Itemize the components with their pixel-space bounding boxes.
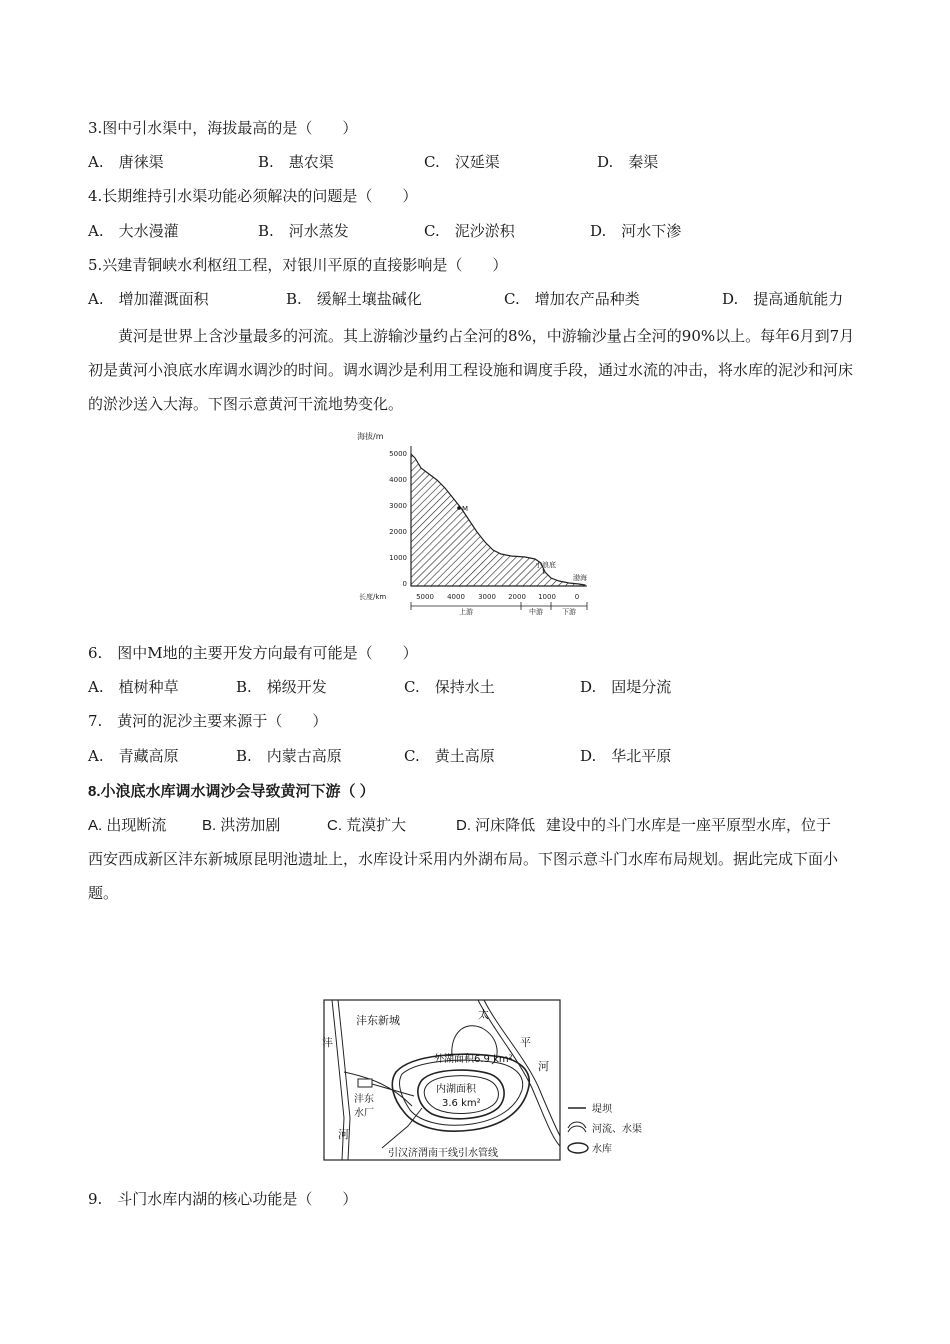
q4-option-d: D. 河水下渗 [590,222,682,240]
water-plant-building [358,1079,372,1087]
profile-y-axis-title: 海拔/m [357,432,384,441]
q5-option-d: D. 提高通航能力 [722,290,844,308]
q5-option-a: A. 增加灌溉面积 [88,290,209,308]
profile-section-upper: 上游 [459,608,473,616]
profile-dam-label: 小浪底 [535,561,556,569]
profile-x-tick-4000: 4000 [447,593,465,601]
map-label-inner-lake-1: 内湖面积 [436,1084,476,1095]
profile-point-m [457,506,461,510]
legend-river-label: 河流、水渠 [592,1124,642,1135]
passage-yellow-river-text: 黄河是世界上含沙量最多的河流。其上游输沙量约占全河的8%，中游输沙量占全河的90%以上。每年6月到7月初是黄河小浪底水库调水调沙的时间。调水调沙是利用工程设施和调度手段，通过水流的冲击，将水库的泥沙和河床的淤沙送入大海。下图示意黄河干流地势变化。 [88,327,855,413]
profile-x-axis-title: 长度/km [359,593,387,601]
q9-stem: 9. 斗门水库内湖的核心功能是（ ） [88,1190,358,1208]
legend-river-icon-1 [568,1126,586,1132]
profile-sea-label: 渤海 [573,574,587,582]
profile-y-tick-5000: 5000 [389,450,407,458]
legend-dam-label: 堤坝 [592,1104,612,1115]
map-label-water-plant-1: 沣东 [354,1094,374,1105]
q3-option-d: D. 秦渠 [597,153,659,171]
profile-x-tick-5000: 5000 [416,593,434,601]
q3-option-c: C. 汉延渠 [424,153,500,171]
profile-y-tick-0: 0 [402,580,407,588]
q7-option-b: B. 内蒙古高原 [236,747,342,765]
passage-yellow-river [88,319,863,421]
yellow-river-profile-figure [355,428,595,618]
q6-option-d: D. 固堤分流 [580,678,672,696]
q8-stem: 8.小浪底水库调水调沙会导致黄河下游（ ） [88,783,375,800]
profile-section-lower: 下游 [562,608,576,616]
map-label-taiping-1: 太 [478,1008,489,1021]
q3-stem: 3.图中引水渠中，海拔最高的是（ ） [88,119,358,137]
profile-y-tick-1000: 1000 [389,554,407,562]
q7-option-d: D. 华北平原 [580,747,672,765]
profile-x-tick-1000: 1000 [538,593,556,601]
q5-option-c: C. 增加农产品种类 [504,290,640,308]
map-label-pipeline: 引汉济渭南干线引水管线 [388,1148,498,1159]
q8-option-d: D. 河床降低 [456,817,536,834]
map-label-outer-lake: 外湖面积6.9 km² [434,1054,513,1065]
profile-section-middle: 中游 [529,608,543,616]
q7-option-a: A. 青藏高原 [88,747,179,765]
q5-stem: 5.兴建青铜峡水利枢纽工程，对银川平原的直接影响是（ ） [88,256,508,274]
profile-x-tick-2000: 2000 [508,593,526,601]
q8-option-c: C. 荒漠扩大 [327,817,407,834]
profile-point-m-label: M [462,505,469,513]
q7-stem: 7. 黄河的泥沙主要来源于（ ） [88,712,328,730]
map-label-taiping-2: 平 [520,1036,531,1049]
map-label-feng-2: 河 [338,1128,349,1141]
q7-option-c: C. 黄土高原 [404,747,495,765]
map-svg [322,998,662,1164]
q3-option-a: A. 唐徕渠 [88,153,164,171]
passage-doumen-inline: 建设中的斗门水库是一座平原型水库，位于 [546,816,832,834]
profile-x-tick-0: 0 [574,593,580,601]
q4-stem: 4.长期维持引水渠功能必须解决的问题是（ ） [88,187,418,205]
q8-option-b: B. 洪涝加剧 [202,817,281,834]
map-label-taiping-3: 河 [538,1060,549,1073]
q4-option-b: B. 河水蒸发 [258,222,349,240]
q6-stem: 6. 图中M地的主要开发方向最有可能是（ ） [88,644,418,662]
map-label-inner-lake-2: 3.6 km² [442,1098,481,1109]
profile-y-tick-3000: 3000 [389,502,407,510]
legend-reservoir-label: 水库 [592,1144,612,1155]
q4-option-a: A. 大水漫灌 [88,222,179,240]
q8-option-a: A. 出现断流 [88,817,167,834]
map-label-water-plant-2: 水厂 [354,1108,374,1119]
q5-option-b: B. 缓解土壤盐碱化 [286,290,422,308]
q6-option-c: C. 保持水土 [404,678,495,696]
q3-option-b: B. 惠农渠 [258,153,334,171]
profile-x-tick-3000: 3000 [478,593,496,601]
profile-chart-svg [355,428,595,618]
profile-y-tick-2000: 2000 [389,528,407,536]
profile-terrain-area [411,454,585,586]
profile-y-tick-4000: 4000 [389,476,407,484]
legend-river-icon-2 [568,1122,586,1128]
doumen-reservoir-map [322,998,662,1164]
map-label-new-town: 沣东新城 [356,1014,400,1027]
passage-doumen-rest: 西安西成新区沣东新城原昆明池遗址上，水库设计采用内外湖布局。下图示意斗门水库布局规划。据此完成下面小题。 [88,850,839,902]
map-label-feng-1: 沣 [322,1036,333,1049]
legend-reservoir-icon [568,1143,588,1153]
q6-option-b: B. 梯级开发 [236,678,327,696]
q4-option-c: C. 泥沙淤积 [424,222,515,240]
q6-option-a: A. 植树种草 [88,678,179,696]
